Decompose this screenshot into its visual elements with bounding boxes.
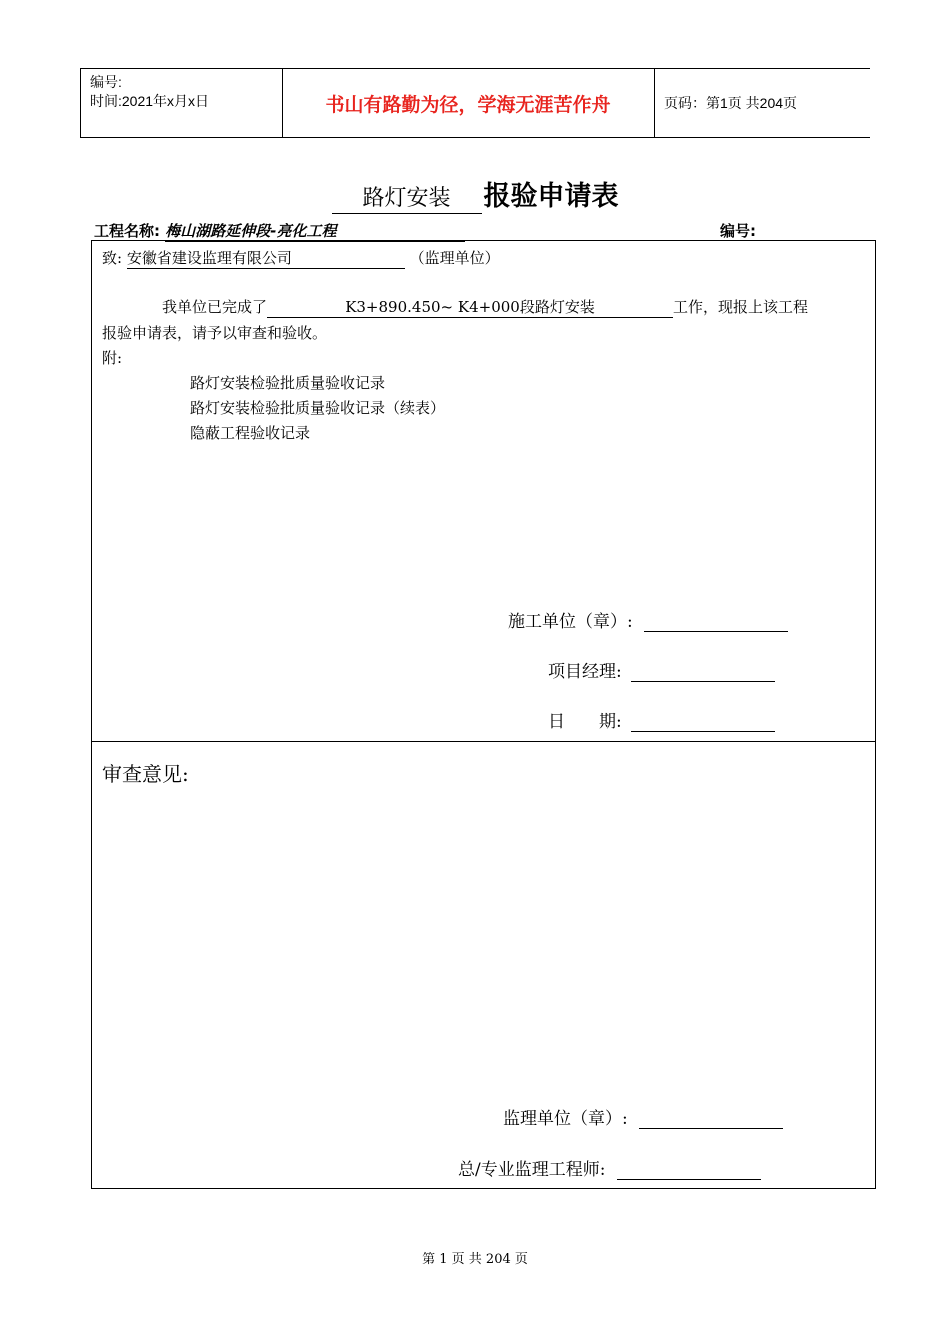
- work-item: K3+890.450~ K4+000段路灯安装: [267, 296, 673, 318]
- title-subject: 路灯安装: [332, 181, 482, 214]
- application-date-line: [548, 707, 775, 732]
- supervisor-seal-line: [503, 1104, 783, 1129]
- attachments-label: 附:: [102, 349, 123, 367]
- header-divider: [654, 69, 655, 137]
- date-label: 日 期:: [548, 712, 622, 732]
- header-motto: 书山有路勤为径，学海无涯苦作舟: [325, 93, 611, 116]
- attachment-item: 路灯安装检验批质量验收记录: [190, 374, 386, 392]
- addressee-suffix: （监理单位）: [409, 249, 500, 267]
- project-manager-line: [548, 657, 775, 682]
- project-name-line: [94, 220, 465, 242]
- contractor-seal-field[interactable]: [644, 613, 788, 632]
- review-opinion-label: 审查意见:: [102, 762, 189, 786]
- project-name-label: 工程名称:: [94, 222, 160, 240]
- number-label: 编号:: [90, 74, 122, 90]
- addressee-line: [102, 247, 500, 269]
- project-code-field[interactable]: [761, 224, 841, 241]
- project-manager-label: 项目经理:: [548, 662, 622, 682]
- header-page-label: 页码：第1页 共204页: [664, 95, 798, 111]
- application-body-line2: 报验申请表，请予以审查和验收。: [102, 324, 328, 342]
- body-suffix: 工作，现报上该工程: [673, 298, 809, 316]
- addressee-value: 安徽省建设监理有限公司: [127, 247, 405, 269]
- contractor-seal-line: [508, 607, 788, 632]
- chief-engineer-field[interactable]: [617, 1161, 761, 1180]
- supervisor-seal-field[interactable]: [639, 1110, 783, 1129]
- chief-engineer-label: 总/专业监理工程师:: [458, 1160, 606, 1180]
- project-name-value: 梅山湖路延伸段-亮化工程: [165, 220, 465, 242]
- header-divider: [80, 69, 81, 137]
- application-body-line1: [162, 296, 808, 318]
- chief-engineer-line: [458, 1155, 761, 1180]
- title-main: 报验申请表: [483, 181, 619, 212]
- supervisor-label: 监理单位（章）:: [503, 1109, 628, 1129]
- project-code-label: 编号:: [720, 222, 756, 240]
- project-code-line: [720, 220, 841, 241]
- header-table: [80, 68, 870, 138]
- time-label: 时间:2021年x月x日: [90, 93, 210, 109]
- body-prefix: 我单位已完成了: [162, 298, 268, 316]
- contractor-label: 施工单位（章）:: [508, 612, 633, 632]
- document-title: [0, 174, 950, 214]
- addressee-label: 致:: [102, 249, 123, 267]
- attachment-item: 路灯安装检验批质量验收记录（续表）: [190, 399, 446, 417]
- project-manager-field[interactable]: [631, 663, 775, 682]
- attachment-item: 隐蔽工程验收记录: [190, 424, 311, 442]
- page-footer: 第 1 页 共 204 页: [422, 1252, 528, 1267]
- header-meta: [90, 73, 209, 111]
- application-date-field[interactable]: [631, 713, 775, 732]
